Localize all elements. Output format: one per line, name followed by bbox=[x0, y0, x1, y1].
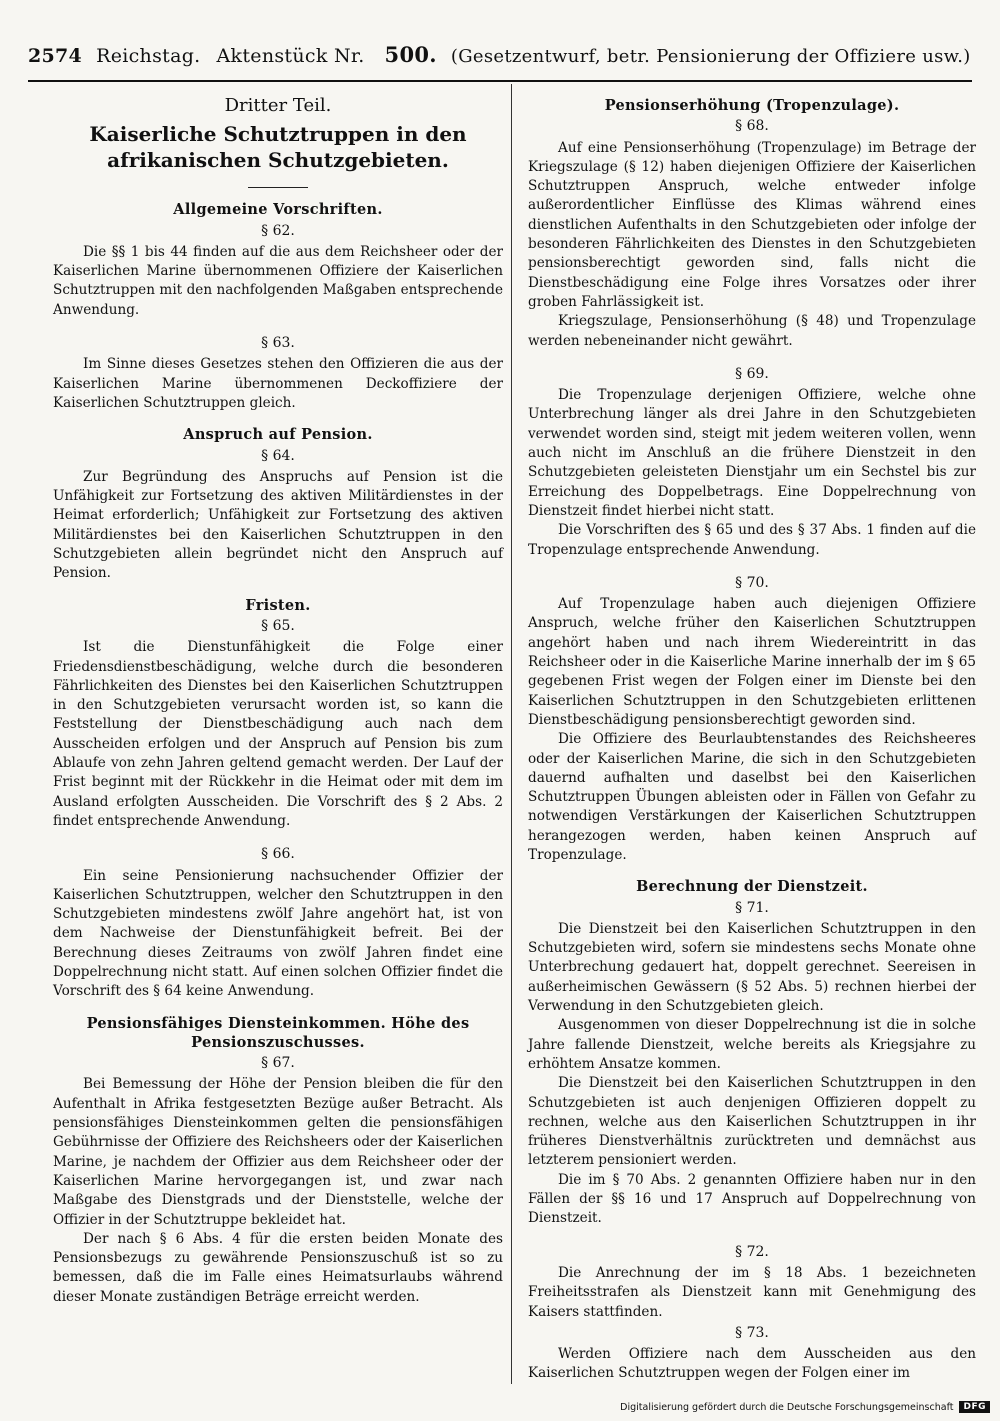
right-column bbox=[528, 92, 976, 1384]
section-69: § 69. bbox=[735, 365, 769, 382]
header-reichstag: Reichstag. bbox=[96, 45, 201, 67]
header-title: (Gesetzentwurf, betr. Pensionierung der Offiziere usw.) bbox=[450, 46, 971, 67]
paragraph-66: Ein seine Pensionierung nachsuchender Offizier der Kaiserlichen Schutztruppen, welcher den Schutztruppen in den Schutzgebieten mindestens zwölf Jahre angehört hat, ist von dem Nachweise der Dienstunfähigkeit befreit. Bei der Berechnung dieses Zeitraums von zwölf Jahren findet eine Doppelrechnung nicht statt. Auf einen solchen Offizier findet die Vorschrift des § 64 keine Anwendung. bbox=[53, 867, 503, 1000]
dfg-logo: DFG bbox=[959, 1401, 990, 1413]
paragraph-62: Die §§ 1 bis 44 finden auf die aus dem Reichsheer oder der Kaiserlichen Marine übernommenen Offiziere der Kaiserlichen Schutztruppen mit den nachfolgenden Maßgaben entsprechende Anwendung. bbox=[53, 243, 503, 318]
subheading-tropenzulage: Pensionserhöhung (Tropenzulage). bbox=[604, 97, 900, 114]
subheading-pensionsfaehiges: Pensionsfähiges Diensteinkommen. Höhe des Pensionszuschusses. bbox=[86, 1014, 470, 1051]
header-aktenstueck: Aktenstück Nr. bbox=[216, 45, 365, 67]
part-title: Dritter Teil. bbox=[224, 95, 332, 116]
section-65: § 65. bbox=[261, 617, 295, 634]
heading-rule bbox=[248, 187, 308, 188]
paragraph-70a: Auf Tropenzulage haben auch diejenigen Offiziere Anspruch, welche früher den Kaiserlichen Schutztruppen angehört haben und nach ihrem Wiedereintritt in das Reichsheer oder in die Kaiserliche Marine innerhalb der im § 65 gegebenen Frist wegen der Folgen einer im Dienste bei den Kaiserlichen Schutztruppen in den Schutzgebieten erlittenen Dienstbeschädigung pensionsberechtigt geworden sind. bbox=[528, 596, 976, 728]
paragraph-68b: Kriegszulage, Pensionserhöhung (§ 48) und Tropenzulage werden nebeneinander nicht gewährt. bbox=[528, 313, 976, 349]
page-number: 2574 bbox=[28, 45, 83, 67]
section-62: § 62. bbox=[261, 222, 295, 239]
section-68: § 68. bbox=[735, 118, 769, 135]
paragraph-71c: Die Dienstzeit bei den Kaiserlichen Schutztruppen in den Schutzgebieten ist auch denjenigen Offizieren doppelt zu rechnen, welche aus den Kaiserlichen Schutztruppen in ihr früheres Dienstverhältnis zurücktreten und demnächst aus letzterem pensioniert werden. bbox=[528, 1075, 976, 1169]
section-71: § 71. bbox=[735, 899, 769, 916]
left-column bbox=[53, 92, 503, 1307]
subheading-dienstzeit: Berechnung der Dienstzeit. bbox=[636, 878, 868, 896]
subheading-allgemeine: Allgemeine Vorschriften. bbox=[173, 201, 383, 219]
subheading-anspruch: Anspruch auf Pension. bbox=[183, 426, 373, 444]
paragraph-71d: Die im § 70 Abs. 2 genannten Offiziere haben nur in den Fällen der §§ 16 und 17 Anspruch auf Doppelrechnung von Dienstzeit. bbox=[528, 1171, 976, 1227]
section-66: § 66. bbox=[261, 846, 295, 863]
paragraph-71b: Ausgenommen von dieser Doppelrechnung ist die in solche Jahre fallende Dienstzeit, welche bereits als Kriegsjahre zu erhöhtem Ansatze kommen. bbox=[528, 1017, 976, 1072]
paragraph-65: Ist die Dienstunfähigkeit die Folge einer Friedensdienstbeschädigung, welche durch die besonderen Fährlichkeiten des Dienstes bei den Kaiserlichen Schutztruppen in den Schutzgebieten verursacht worden ist, so kann die Feststellung der Dienstbeschädigung auch nach dem Ausscheiden erfolgen und der Anspruch auf Pension bis zum Ablaufe von zehn Jahren geltend gemacht werden. Der Lauf der Frist beginnt mit der Rückkehr in die Heimat oder mit dem im Ausland erfolgten Ausscheiden. Die Vorschrift des § 2 Abs. 2 findet entsprechende Anwendung. bbox=[53, 639, 503, 829]
section-70: § 70. bbox=[735, 574, 769, 591]
section-73: § 73. bbox=[735, 1324, 769, 1341]
main-heading: Kaiserliche Schutztruppen in den afrikanischen Schutzgebieten. bbox=[89, 122, 467, 173]
paragraph-72: Die Anrechnung der im § 18 Abs. 1 bezeichneten Freiheitsstrafen als Dienstzeit kann mit Genehmigung des Kaisers stattfinden. bbox=[528, 1264, 976, 1320]
section-72: § 72. bbox=[735, 1243, 769, 1260]
subheading-fristen: Fristen. bbox=[245, 596, 311, 614]
section-67: § 67. bbox=[261, 1055, 295, 1072]
section-63: § 63. bbox=[261, 335, 295, 352]
paragraph-71a: Die Dienstzeit bei den Kaiserlichen Schutztruppen in den Schutzgebieten wird, sofern sie mindestens sechs Monate ohne Unterbrechung gedauert hat, doppelt gerechnet. Seereisen in außerheimischen Gewässern (§ 52 Abs. 5) rechnen hierbei der Verwendung in den Schutzgebieten gleich. bbox=[528, 920, 976, 1015]
paragraph-69b: Die Vorschriften des § 65 und des § 37 Abs. 1 finden auf die Tropenzulage entsprechende Anwendung. bbox=[528, 522, 976, 558]
paragraph-70b: Die Offiziere des Beurlaubtenstandes des Reichsheeres oder der Kaiserlichen Marine, die sich in den Schutzgebieten dauernd aufhalten und daselbst bei den Kaiserlichen Schutztruppen Übungen ableisten oder in Fällen von Gefahr zu notwendigen Verstärkungen der Kaiserlichen Schutztruppen herangezogen werden, haben keinen Anspruch auf Tropenzulage. bbox=[528, 731, 976, 863]
paragraph-67b: Der nach § 6 Abs. 4 für die ersten beiden Monate des Pensionsbezugs zu gewährende Pensionszuschuß ist so zu bemessen, daß die im Falle eines Heimatsurlaubs während dieser Monate zuständigen Beträge erreicht werden. bbox=[53, 1230, 503, 1305]
paragraph-63: Im Sinne dieses Gesetzes stehen den Offizieren die aus der Kaiserlichen Marine übernommenen Deckoffiziere der Kaiserlichen Schutztruppen gleich. bbox=[53, 356, 503, 411]
paragraph-69a: Die Tropenzulage derjenigen Offiziere, welche ohne Unterbrechung länger als drei Jahre in den Schutzgebieten verwendet worden sind, steigt mit jedem weiteren vollen, wenn auch nicht im Anschluß an die frühere Dienstzeit in den Schutzgebieten geleisteten Dienstjahr um ein Sechstel bis zur Erreichung des Doppelbetrags. Eine Doppelrechnung von Dienstzeit findet hierbei nicht statt. bbox=[528, 387, 976, 519]
footer bbox=[620, 1401, 990, 1413]
paragraph-68a: Auf eine Pensionserhöhung (Tropenzulage) im Betrage der Kriegszulage (§ 12) haben diejenigen Offiziere der Kaiserlichen Schutztruppen Anspruch, welche entweder infolge außerordentlicher Einflüsse des Klimas während eines dienstlichen Aufenthalts in den Schutzgebieten oder infolge der besonderen Fährlichkeiten des Dienstes in den Schutzgebieten pensionsberechtigt geworden sind, falls nicht die Dienstbeschädigung eine Folge ihres Vorsatzes oder ihrer groben Fahrlässigkeit ist. bbox=[528, 139, 976, 310]
header-rule bbox=[28, 80, 972, 82]
paragraph-73: Werden Offiziere nach dem Ausscheiden aus den Kaiserlichen Schutztruppen wegen der Folgen einer im bbox=[528, 1346, 976, 1382]
header-number: 500. bbox=[384, 42, 437, 67]
page-header bbox=[28, 42, 972, 67]
paragraph-64: Zur Begründung des Anspruchs auf Pension ist die Unfähigkeit zur Fortsetzung des aktiven Militärdienstes in der Heimat erforderlich; Unfähigkeit zur Fortsetzung des aktiven Militärdienstes bei den Kaiserlichen Schutztruppen in den Schutzgebieten allein begründet nicht den Anspruch auf Pension. bbox=[53, 468, 503, 582]
column-divider bbox=[511, 84, 512, 1384]
section-64: § 64. bbox=[261, 447, 295, 464]
footer-text: Digitalisierung gefördert durch die Deutsche Forschungsgemeinschaft bbox=[620, 1401, 954, 1413]
paragraph-67a: Bei Bemessung der Höhe der Pension bleiben die für den Aufenthalt in Afrika festgesetzten Bezüge außer Betracht. Als pensionsfähiges Diensteinkommen gelten die pensionsfähigen Gebührnisse der Offiziere des Reichsheers oder der Kaiserlichen Marine, je nachdem der Offizier aus dem Reichsheer oder der Kaiserlichen Marine hervorgegangen ist, und zwar nach Maßgabe des Dienstgrads und der Dienststelle, welche der Offizier in der Schutztruppe bekleidet hat. bbox=[53, 1076, 503, 1228]
